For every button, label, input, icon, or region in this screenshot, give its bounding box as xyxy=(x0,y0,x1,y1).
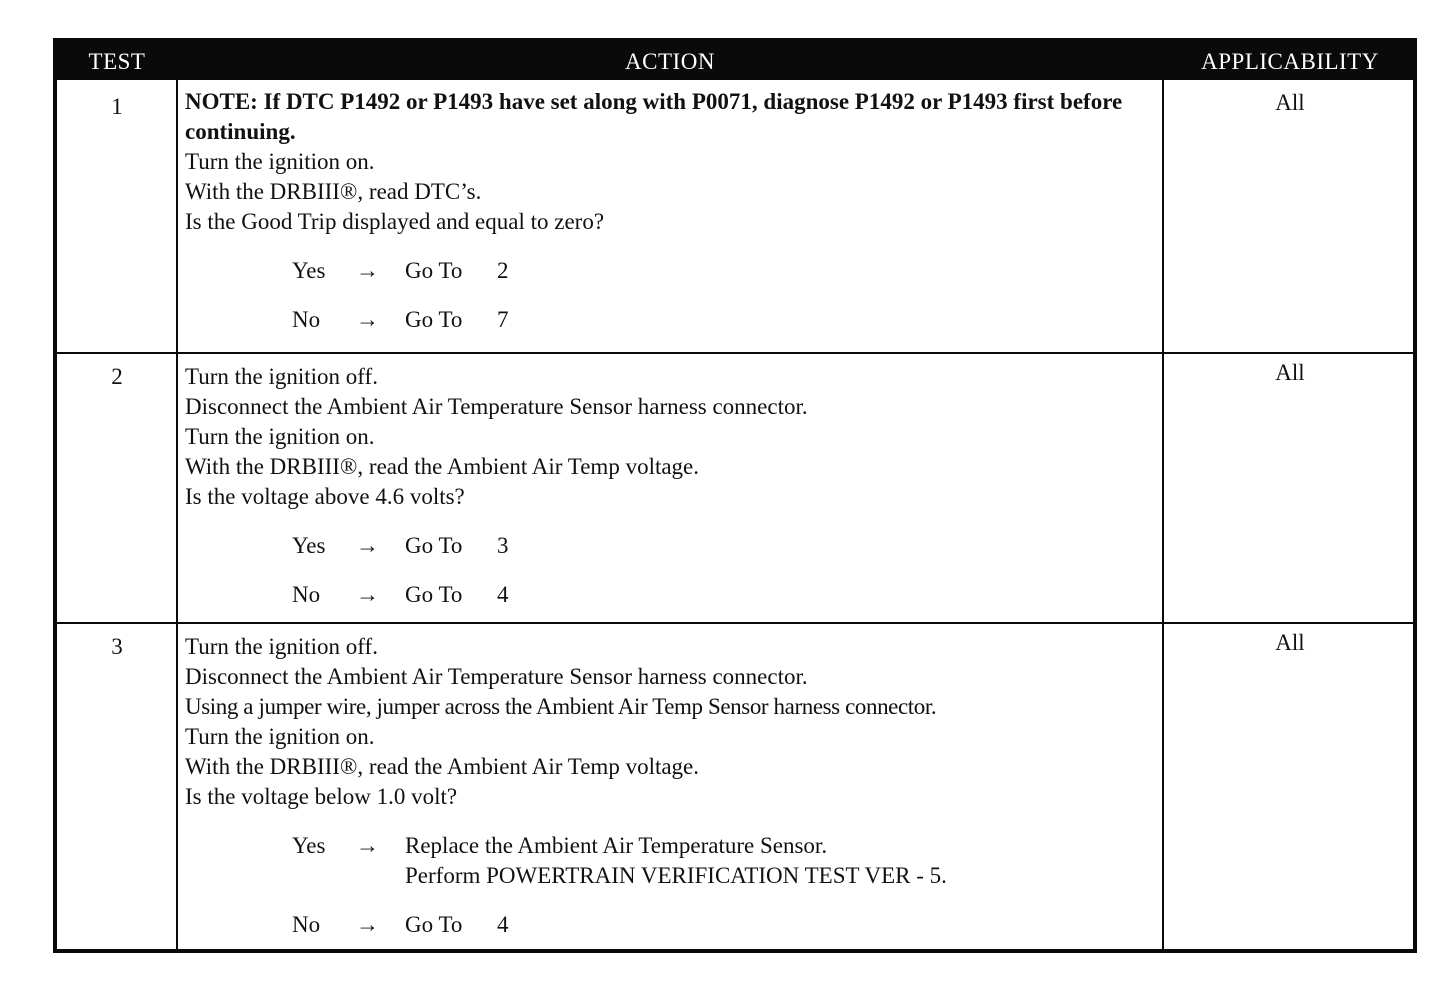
goto-number: 2 xyxy=(497,258,509,283)
header-action: ACTION xyxy=(625,49,715,74)
action-cell xyxy=(185,87,1160,335)
table-row xyxy=(57,80,1413,352)
diagnostic-test-table xyxy=(53,38,1417,953)
answer-text: Replace the Ambient Air Temperature Sensor. xyxy=(405,833,828,858)
action-line: Turn the ignition on. xyxy=(185,424,375,449)
goto-text: Go To xyxy=(405,258,463,283)
answer-label: No xyxy=(292,582,321,607)
answer-yes xyxy=(292,831,1160,891)
goto-text: Go To xyxy=(405,582,463,607)
goto-number: 7 xyxy=(497,307,509,332)
goto-number: 4 xyxy=(497,912,509,937)
action-line: With the DRBIII®, read the Ambient Air Temp voltage. xyxy=(185,454,700,479)
action-line: With the DRBIII®, read the Ambient Air Temp voltage. xyxy=(185,754,700,779)
answer-no xyxy=(292,580,1160,610)
answer-yes xyxy=(292,531,1160,561)
arrow-icon: → xyxy=(356,833,379,858)
arrow-icon: → xyxy=(356,533,379,558)
table-row xyxy=(57,354,1413,622)
action-cell xyxy=(185,362,1160,610)
header-test: TEST xyxy=(88,49,146,74)
arrow-icon: → xyxy=(356,307,379,332)
answer-no xyxy=(292,910,1160,940)
goto-text: Go To xyxy=(405,533,463,558)
action-line: Turn the ignition on. xyxy=(185,724,375,749)
action-line: Is the voltage above 4.6 volts? xyxy=(185,484,465,509)
answer-label: No xyxy=(292,912,321,937)
answer-label: No xyxy=(292,307,321,332)
goto-text: Go To xyxy=(405,912,463,937)
table-row xyxy=(57,624,1413,949)
applicability-cell: All xyxy=(1275,90,1305,115)
answer-no xyxy=(292,305,1160,335)
action-line: Turn the ignition on. xyxy=(185,149,375,174)
action-line: With the DRBIII®, read DTC’s. xyxy=(185,179,482,204)
applicability-cell: All xyxy=(1275,360,1305,385)
goto-number: 3 xyxy=(497,533,509,558)
applicability-cell: All xyxy=(1275,630,1305,655)
answer-yes xyxy=(292,256,1160,286)
action-line: Disconnect the Ambient Air Temperature Sensor harness connector. xyxy=(185,394,808,419)
test-number: 2 xyxy=(111,364,123,389)
header-applicability: APPLICABILITY xyxy=(1201,49,1379,74)
arrow-icon: → xyxy=(356,582,379,607)
test-number: 1 xyxy=(111,94,123,119)
test-number: 3 xyxy=(111,634,123,659)
action-cell xyxy=(185,632,1160,940)
action-line: Turn the ignition off. xyxy=(185,634,378,659)
answer-label: Yes xyxy=(292,833,326,858)
answer-label: Yes xyxy=(292,533,326,558)
note-text: NOTE: If DTC P1492 or P1493 have set along with P0071, diagnose P1492 or P1493 first before continuing. xyxy=(185,89,1123,144)
answer-text: Perform POWERTRAIN VERIFICATION TEST VER - 5. xyxy=(405,863,947,888)
arrow-icon: → xyxy=(356,258,379,283)
goto-number: 4 xyxy=(497,582,509,607)
arrow-icon: → xyxy=(356,912,379,937)
action-line: Is the Good Trip displayed and equal to zero? xyxy=(185,209,605,234)
action-line: Disconnect the Ambient Air Temperature Sensor harness connector. xyxy=(185,664,808,689)
action-line: Turn the ignition off. xyxy=(185,364,378,389)
table-header xyxy=(57,42,1413,80)
action-line: Is the voltage below 1.0 volt? xyxy=(185,784,458,809)
answer-label: Yes xyxy=(292,258,326,283)
action-line: Using a jumper wire, jumper across the Ambient Air Temp Sensor harness connector. xyxy=(185,694,937,719)
goto-text: Go To xyxy=(405,307,463,332)
